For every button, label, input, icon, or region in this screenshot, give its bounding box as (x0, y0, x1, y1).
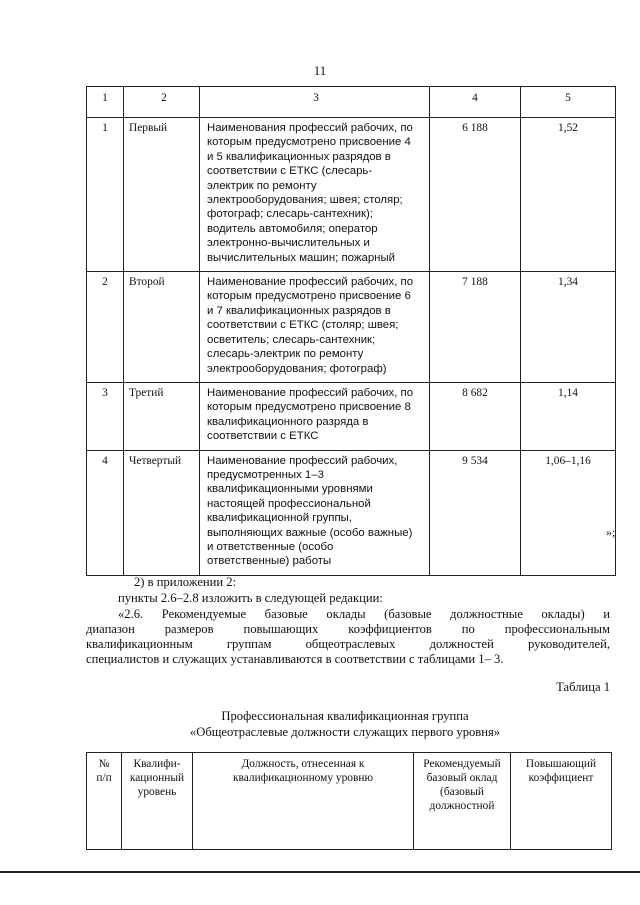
closing-quote: »; (606, 525, 616, 539)
qualification-level: Четвертый (124, 450, 200, 575)
base-salary: 9 534 (430, 450, 521, 575)
description-line: ответственные) работы (207, 555, 332, 568)
description-line: электронно-вычислительных и (207, 237, 370, 250)
description-line: квалификационными уровнями (207, 483, 373, 496)
table-label: Таблица 1 (556, 680, 610, 694)
group-title-line: Профессиональная квалификационная группа (221, 709, 469, 723)
description-line: фотограф; слесарь-сантехник); (207, 208, 373, 221)
raising-coefficient: 1,52 (521, 118, 616, 272)
table-row (87, 118, 616, 272)
table-header-row (87, 87, 616, 118)
header-cell: 4 (430, 87, 521, 118)
header-line: базовый оклад (426, 772, 498, 784)
profession-description (200, 118, 430, 272)
item-2-heading: 2) в приложении 2: (134, 575, 237, 589)
description-line: предусмотренных 1–3 (207, 468, 324, 481)
description-line: Наименование профессий рабочих, по (207, 386, 414, 399)
description-line: которым предусмотрено присвоение 4 (207, 136, 411, 149)
header-line: Повышающий (525, 758, 597, 770)
table-row (87, 450, 616, 575)
description-line: электрооборудования; фотограф) (207, 362, 387, 375)
base-salary: 7 188 (430, 272, 521, 383)
table-header-row (87, 753, 612, 850)
header-line: Квалифи- (133, 758, 181, 770)
table-row (87, 272, 616, 383)
description-line: которым предусмотрено присвоение 8 (207, 401, 411, 414)
description-line: водитель автомобиля; оператор (207, 222, 378, 235)
description-line: квалификационного разряда в (207, 415, 369, 428)
group-title-line: «Общеотраслевые должности служащих первого уровня» (189, 725, 501, 739)
raising-coefficient: 1,06–1,16 (521, 450, 616, 575)
header-salary (414, 753, 511, 850)
header-cell: 2 (124, 87, 200, 118)
header-level (122, 753, 193, 850)
qualification-level: Третий (124, 382, 200, 450)
base-salary: 8 682 (430, 382, 521, 450)
header-number (87, 753, 122, 850)
raising-coefficient: 1,34 (521, 272, 616, 383)
qualification-table (86, 86, 616, 576)
points-intro: пункты 2.6–2.8 изложить в следующей редакции: (118, 591, 383, 605)
description-line: и ответственные (особо (207, 540, 334, 553)
description-line: электрооборудования; швея; столяр; (207, 194, 403, 207)
row-number: 1 (87, 118, 124, 272)
row-number: 2 (87, 272, 124, 383)
page-bottom-rule (0, 871, 640, 873)
row-number: 4 (87, 450, 124, 575)
profession-description (200, 272, 430, 383)
base-salary: 6 188 (430, 118, 521, 272)
paragraph-line: «2.6. Рекомендуемые базовые оклады (базовые должностные оклады) и (118, 607, 610, 621)
header-line: уровень (137, 786, 177, 798)
table-row (87, 382, 616, 450)
description-line: вычислительных машин; пожарный (207, 251, 395, 264)
header-line: п/п (96, 772, 112, 784)
header-coefficient (511, 753, 612, 850)
header-line: кационный (129, 772, 185, 784)
description-line: осветитель; слесарь-сантехник; (207, 333, 376, 346)
description-line: Наименование профессий рабочих, по (207, 276, 414, 289)
description-line: соответствии с ЕТКС (слесарь- (207, 165, 373, 178)
description-line: слесарь-электрик по ремонту (207, 348, 364, 361)
description-line: Наименование профессий рабочих, (207, 454, 398, 467)
description-line: электрик по ремонту (207, 179, 317, 192)
paragraph-2-6 (86, 607, 610, 667)
header-cell: 1 (87, 87, 124, 118)
qualification-level: Второй (124, 272, 200, 383)
description-line: настоящей профессиональной (207, 497, 371, 510)
paragraph-line: диапазон размеров повышающих коэффициентов по профессиональным (86, 622, 610, 636)
header-line: Рекомендуемый (423, 758, 501, 770)
description-line: соответствии с ЕТКС (207, 430, 319, 443)
raising-coefficient: 1,14 (521, 382, 616, 450)
group-title (150, 708, 540, 740)
description-line: и 7 квалификационных разрядов в (207, 304, 391, 317)
header-line: квалификационному уровню (233, 772, 373, 784)
row-number: 3 (87, 382, 124, 450)
description-line: квалификационной группы, (207, 512, 352, 525)
header-line: (базовый (440, 786, 484, 798)
header-line: должностной (429, 800, 495, 812)
description-line: которым предусмотрено присвоение 6 (207, 290, 411, 303)
description-line: выполняющих важные (особо важные) (207, 526, 413, 539)
header-line: № (98, 758, 110, 770)
header-line: коэффициент (528, 772, 594, 784)
header-cell: 5 (521, 87, 616, 118)
header-cell: 3 (200, 87, 430, 118)
paragraph-line: специалистов и служащих устанавливаются в соответствии с таблицами 1– 3. (86, 652, 504, 666)
page-number: 11 (313, 63, 327, 78)
description-line: и 5 квалификационных разрядов в (207, 150, 391, 163)
header-line: Должность, отнесенная к (241, 758, 365, 770)
paragraph-line: квалификационным группам общеотраслевых должностей руководителей, (86, 637, 610, 651)
description-line: Наименования профессий рабочих, по (207, 122, 413, 134)
salary-table (86, 752, 612, 850)
header-position (193, 753, 414, 850)
qualification-level: Первый (124, 118, 200, 272)
profession-description (200, 382, 430, 450)
profession-description (200, 450, 430, 575)
description-line: соответствии с ЕТКС (столяр; швея; (207, 319, 399, 332)
